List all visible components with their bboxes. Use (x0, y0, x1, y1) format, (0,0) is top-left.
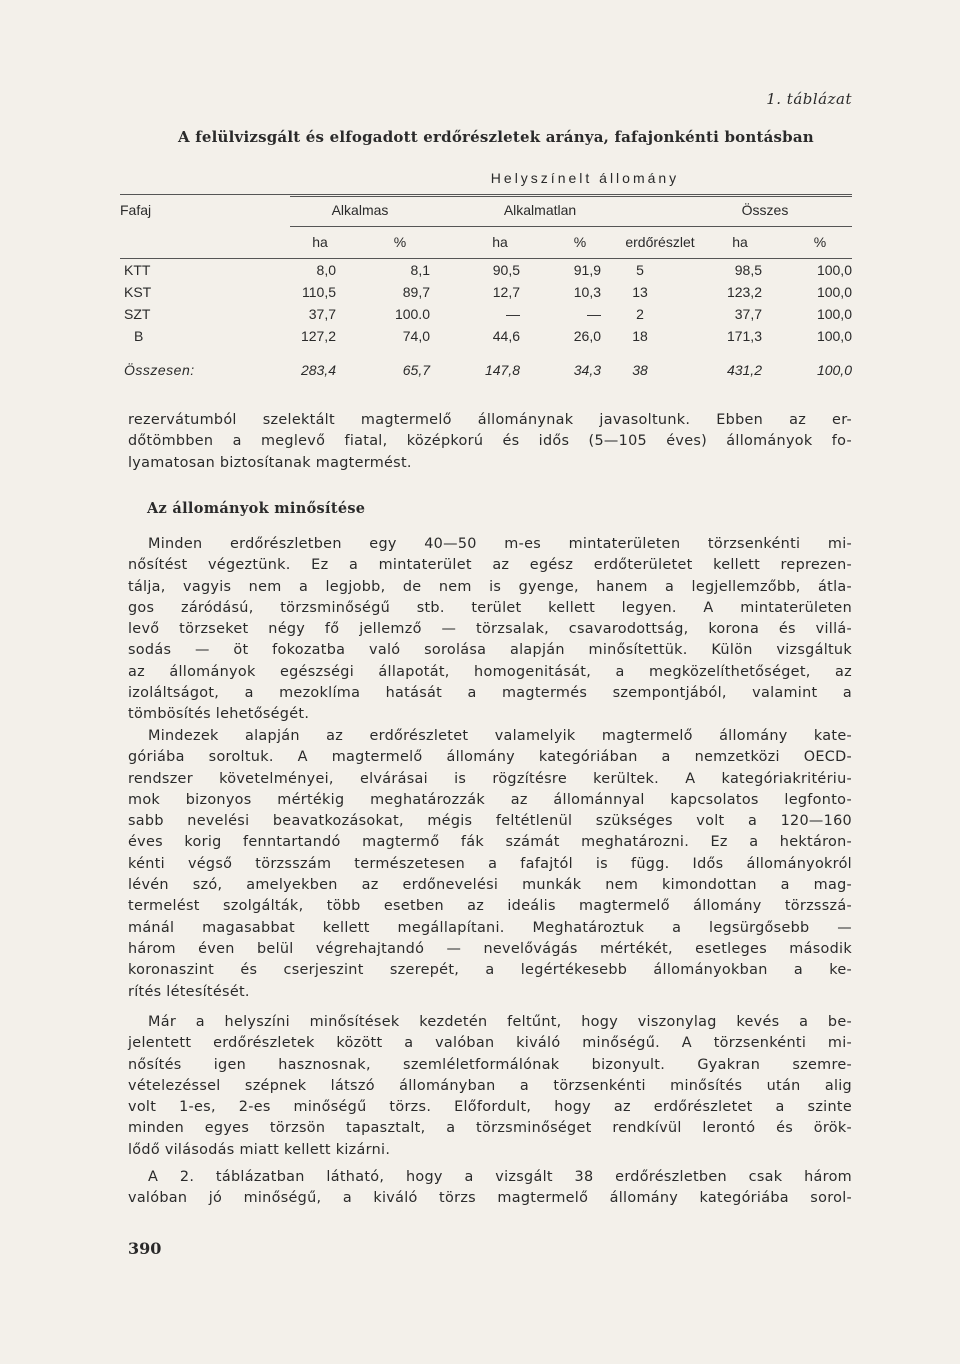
section-title: Az állományok minősítése (147, 500, 366, 517)
column-header-fafaj: Fafaj (120, 202, 152, 218)
unit-erdoreszlet: erdőrészlet (625, 234, 695, 250)
paragraph-findings: Már a helyszíni minősítések kezdetén feltűnt, hogy viszonylag kevés a be- jelentett erdőrészletek között a valóban kiváló minőségű. A törzsenkénti mi- nősítés igen hasznosnak, szemléletformálónak bizonyult. Gyakran szemre- vételezéssel szépnek látszó állományban a törzsenkénti minősítés után alig volt 1-es, 2-es minőségű törzs. Előfordult, hogy az erdőrészletet a szinte minden egyes törzsön tapasztalt, a törzsminőséget rendkívül lerontó és örök- lődő vilásodás miatt kellett kizárni. (128, 1014, 852, 1158)
subgroup-alkalmas: Alkalmas (331, 202, 389, 218)
unit-percent-3: % (813, 234, 827, 250)
paragraph-intro: rezervátumból szelektált magtermelő állománynak javasoltunk. Ebben az er- dőtömbben a meglevő fiatal, középkorú és idős (5—105 éves) állományok fo- lyamatosan biztosítanak magtermést. (128, 412, 852, 471)
table-caption: A felülvizsgált és elfogadott erdőrészletek aránya, fafajonkénti bontásban (178, 128, 814, 146)
subgroup-rule (290, 226, 852, 227)
paragraph-table2: A 2. táblázatban látható, hogy a vizsgált 38 erdőrészletben csak három valóban jó minőségű, a kiváló törzs magtermelő állomány kategóriába sorol- (128, 1169, 852, 1207)
paragraph-method: Minden erdőrészletben egy 40—50 m-es mintaterületen törzsenkénti mi- nősítést végeztünk. Ez a mintaterület az egész erdőterületet kellett reprezen- tálja, vagyis nem a legjobb, de nem is gyenge, hanem a legjellemzőbb, átla- gos záródású, törzsminőségű stb. terület kellett legyen. A mintaterületen levő törzseket négy fő jellemző — törzsalak, csavarodottság, korona és villá- sodás — öt fokozatba való sorolása alapján minősítettük. Külön vizsgáltuk az állományok egészségi állapotát, homogenitását, a megközelíthetőséget, az izoláltságot, a mezoklíma hatását a magtermés szempontjából, valamint a tömbösítés lehetőségét. (128, 536, 852, 723)
document-page: 1. táblázat A felülvizsgált és elfogadott erdőrészletek aránya, fafajonkénti bontásban Helyszínelt állomány Fafaj Alkalmas Alkalmatlan Összes ha % ha % erdőrészlet ha % KTT 8,0 8,1 90,5 91,9 5 98,5 100,0 KST 110,5 89,7 12,7 10,3 13 123,2 100,0 SZT 37,7 100.0 — — 2 37,7 100,0 B 127,2 74,0 44,6 26,0 18 171,3 100,0 Összesen: 283,4 65,7 147,8 34,3 38 431,2 100,0 rezervátumból szelektált magtermelő állománynak javasoltunk. Ebben az er- dőtömbben a meglevő fiatal, középkorú és idős (5—105 éves) állományok fo- lyamatosan biztosítanak magtermést. Az állományok minősítése Minden erdőrészletben egy 40—50 m-es mintaterületen törzsenkénti mi- nősítést végeztünk. Ez a mintaterület az egész erdőterületet kellett reprezen- tálja, vagyis nem a legjobb, de nem is gyenge, hanem a legjellemzőbb, átla- gos záródású, törzsminőségű stb. terület kellett legyen. A mintaterületen levő törzseket négy fő jellemző — törzsalak, csavarodottság, korona és villá- sodás — öt fokozatba való sorolása alapján minősítettük. Külön vizsgáltuk az állományok egészségi állapotát, homogenitását, a megközelíthetőséget, az izoláltságot, a mezoklíma hatását a magtermés szempontjából, valamint a tömbösítés lehetőségét. Mindezek alapján az erdőrészletet valamelyik magtermelő állomány kate- góriába soroltuk. A magtermelő állomány kategóriában a nemzetközi OECD- rendszer követelményei, elvárásai is rögzítésre kerültek. A kategóriakritériu- mok bizonyos mértékig meghatározzák az állománnyal kapcsolatos legfonto- sabb nevelési beavatkozásokat, mégis feltétlenül szükséges volt a 120—160 éves korig fenntartandó magtermő fák számát meghatározni. Ez a hektáron- kénti végső törzsszám természetesen a fafajtól is függ. Idős állományokról lévén szó, amelyekben az erdőnevelési munkák nem kimondottan a mag- termelést szolgálták, több esetben az ideális magtermelő állomány törzsszá- mánál magasabbat kellett megállapítani. Meghatároztuk a legsürgősebb — három éven belül végrehajtandó — nevelővágás mértékét, esetleges második koronaszint és cserjeszint szerepét, a legértékesebb állományokban a ke- rítés létesítését. Már a helyszíni minősítések kezdetén feltűnt, hogy viszonylag kevés a be- jelentett erdőrészletek között a valóban kiváló minőségű. A törzsenkénti mi- nősítés igen hasznosnak, szemléletformálónak bizonyult. Gyakran szemre- vételezéssel szépnek látszó állományban a törzsenkénti minősítés után alig volt 1-es, 2-es minőségű törzs. Előfordult, hogy az erdőrészletet a szinte minden egyes törzsön tapasztalt, a törzsminőséget rendkívül lerontó és örök- lődő vilásodás miatt kellett kizárni. A 2. táblázatban látható, hogy a vizsgált 38 erdőrészletben csak három valóban jó minőségű, a kiváló törzs magtermelő állomány kategóriába sorol- 390 (120, 90, 852, 1258)
page-number: 390 (128, 1239, 162, 1258)
unit-percent-2: % (573, 234, 587, 250)
unit-ha-1: ha (312, 234, 328, 250)
group-header: Helyszínelt állomány (490, 170, 680, 186)
subgroup-osszes: Összes (741, 202, 789, 218)
header-bottom-rule (120, 258, 852, 259)
subgroup-alkalmatlan: Alkalmatlan (503, 202, 577, 218)
group-rule (290, 196, 852, 197)
table-top-rule (120, 194, 852, 195)
unit-ha-3: ha (732, 234, 748, 250)
unit-percent-1: % (393, 234, 407, 250)
table-number: 1. táblázat (766, 90, 852, 108)
paragraph-classification: Mindezek alapján az erdőrészletet valamelyik magtermelő állomány kate- góriába soroltuk. A magtermelő állomány kategóriában a nemzetközi OECD- rendszer követelményei, elvárásai is rögzítésre kerültek. A kategóriakritériu- mok bizonyos mértékig meghatározzák az állománnyal kapcsolatos legfonto- sabb nevelési beavatkozásokat, mégis feltétlenül szükséges volt a 120—160 éves korig fenntartandó magtermő fák számát meghatározni. Ez a hektáron- kénti végső törzsszám természetesen a fafajtól is függ. Idős állományokról lévén szó, amelyekben az erdőnevelési munkák nem kimondottan a mag- termelést szolgálták, több esetben az ideális magtermelő állomány törzsszá- mánál magasabbat kellett megállapítani. Meghatároztuk a legsürgősebb — három éven belül végrehajtandó — nevelővágás mértékét, esetleges második koronaszint és cserjeszint szerepét, a legértékesebb állományokban a ke- rítés létesítését. (128, 728, 852, 1000)
unit-ha-2: ha (492, 234, 508, 250)
